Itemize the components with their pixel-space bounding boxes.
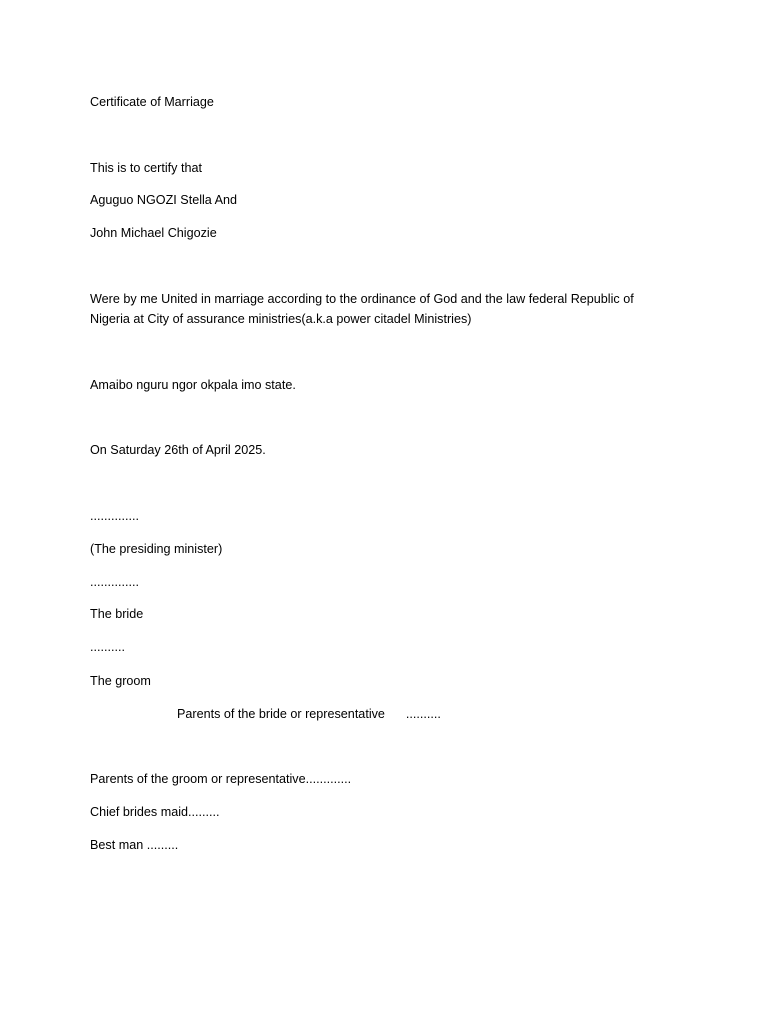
marriage-statement: Were by me United in marriage according to the ordinance of God and the law federal Republic of Nigeria at City of assurance ministries(a.k.a power citadel Ministries) [90,292,634,326]
date-text: On Saturday 26th of April 2025. [90,443,266,457]
groom-label: The groom [90,674,151,688]
chief-bridesmaid-signature: Chief brides maid......... [90,805,220,819]
certificate-title: Certificate of Marriage [90,95,214,109]
minister-signature-line: .............. [90,509,139,523]
party-two-name: John Michael Chigozie [90,226,217,240]
groom-parents-signature: Parents of the groom or representative............. [90,772,352,786]
bride-label: The bride [90,607,144,621]
best-man-signature: Best man ......... [90,838,179,852]
intro-text: This is to certify that [90,161,202,175]
location-text: Amaibo nguru ngor okpala imo state. [90,378,296,392]
bride-parents-signature: Parents of the bride or representative .......... [177,707,441,721]
groom-signature-line: .......... [90,640,125,654]
bride-signature-line: .............. [90,575,139,589]
minister-label: (The presiding minister) [90,542,223,556]
party-one-name: Aguguo NGOZI Stella And [90,193,238,207]
